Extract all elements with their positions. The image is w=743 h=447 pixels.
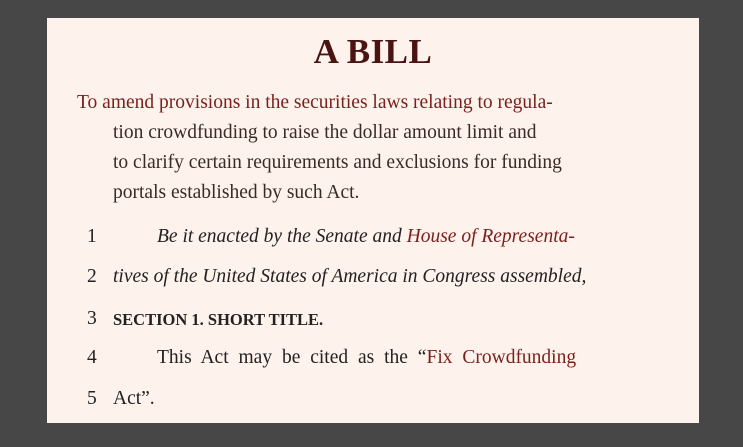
- bill-purpose: [77, 88, 637, 208]
- purpose-line-3: to clarify certain requirements and exclusions for funding: [113, 152, 562, 173]
- bill-title: A BILL: [313, 32, 433, 71]
- short-title-line-2: Act”.: [113, 388, 155, 409]
- line-number-2: 2: [87, 266, 97, 287]
- line-number-3: 3: [87, 308, 97, 329]
- enacting-clause-line-1: Be it enacted by the Senate and House of Representa-: [157, 226, 575, 247]
- purpose-line-4: portals established by such Act.: [113, 182, 360, 203]
- purpose-line-1: To amend provisions in the securities laws relating to regula-: [77, 92, 553, 113]
- line-number-1: 1: [87, 226, 97, 247]
- line-number-5: 5: [87, 388, 97, 409]
- enacting-clause-line-2: tives of the United States of America in Congress assembled,: [113, 266, 587, 287]
- purpose-line-2: tion crowdfunding to raise the dollar amount limit and: [113, 122, 537, 143]
- line-number-4: 4: [87, 347, 97, 368]
- short-title-line-1: This Act may be cited as the “Fix Crowdfunding: [157, 347, 577, 368]
- section-heading: SECTION 1. SHORT TITLE.: [113, 310, 324, 329]
- bill-page: [47, 18, 699, 423]
